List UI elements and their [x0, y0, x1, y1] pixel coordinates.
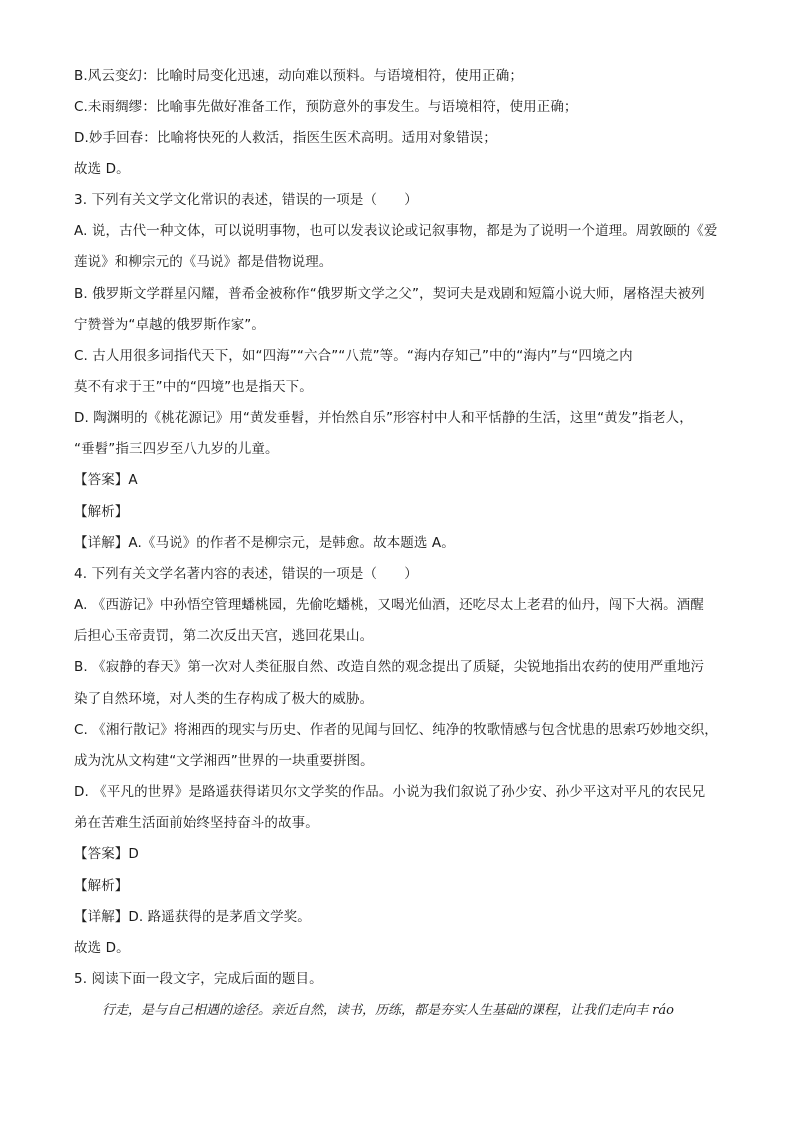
q3-option-c-line1: C. 古人用很多词指代天下，如“四海”“六合”“八荒”等。“海内存知己”中的“海内”与“四境之内 — [74, 348, 633, 364]
detail-text: A.《马说》的作者不是柳宗元，是韩愈。故本题选 A。 — [128, 535, 455, 551]
q4-conclusion: 故选 D。 — [74, 940, 130, 956]
q2-conclusion: 故选 D。 — [74, 161, 130, 177]
question-5-stem: 5. 阅读下面一段文字，完成后面的题目。 — [74, 971, 323, 987]
detail-text: D. 路遥获得的是茅盾文学奖。 — [128, 909, 311, 925]
q4-option-a-line1: A. 《西游记》中孙悟空管理蟠桃园，先偷吃蟠桃，又喝光仙酒，还吃尽太上老君的仙丹，闯下大祸。酒醒 — [74, 597, 704, 613]
q4-option-c-line1: C. 《湘行散记》将湘西的现实与历史、作者的见闻与回忆、纯净的牧歌情感与包含忧患的思索巧妙地交织， — [74, 722, 718, 738]
answer-tag: 【答案】 — [74, 472, 129, 488]
q4-option-a-line2: 后担心玉帝责罚，第二次反出天宫，逃回花果山。 — [74, 628, 374, 644]
question-3-stem: 3. 下列有关文学文化常识的表述，错误的一项是（ ） — [74, 192, 418, 208]
detail-tag: 【详解】 — [74, 535, 129, 551]
detail-tag: 【详解】 — [74, 909, 129, 925]
q4-detail — [74, 907, 311, 927]
option-d-explanation: D.妙手回春：比喻将快死的人救活，指医生医术高明。适用对象错误； — [74, 130, 497, 146]
q4-option-b-line1: B. 《寂静的春天》第一次对人类征服自然、改造自然的观念提出了质疑，尖锐地指出农药的使用严重地污 — [74, 659, 705, 675]
q5-passage: 行走，是与自己相遇的途径。亲近自然，读书，历练，都是夯实人生基础的课程，让我们走向丰 ráo — [102, 1003, 674, 1018]
q3-option-b-line1: B. 俄罗斯文学群星闪耀，普希金被称作“俄罗斯文学之父”，契诃夫是戏剧和短篇小说大师，屠格涅夫被列 — [74, 286, 705, 302]
q3-option-d-line2: “垂髫”指三四岁至八九岁的儿童。 — [74, 441, 279, 457]
q3-option-b-line2: 宁赞誉为“卓越的俄罗斯作家”。 — [74, 317, 265, 333]
q3-option-c-line2: 莫不有求于王”中的“四境”也是指天下。 — [74, 379, 313, 395]
q4-option-d-line1: D. 《平凡的世界》是路遥获得诺贝尔文学奖的作品。小说为我们叙说了孙少安、孙少平这对平凡的农民兄 — [74, 784, 706, 800]
q3-analysis-tag: 【解析】 — [74, 504, 129, 520]
option-c-explanation: C.未雨绸缪：比喻事先做好准备工作，预防意外的事发生。与语境相符，使用正确； — [74, 99, 578, 115]
q3-option-a-line1: A. 说，古代一种文体，可以说明事物，也可以发表议论或记叙事物，都是为了说明一个道理。周敦颐的《爱 — [74, 223, 718, 239]
q3-option-a-line2: 莲说》和柳宗元的《马说》都是借物说理。 — [74, 254, 333, 270]
answer-value: A — [128, 472, 138, 488]
q3-option-d-line1: D. 陶渊明的《桃花源记》用“黄发垂髫，并怡然自乐”形容村中人和平恬静的生活，这里“黄发”指老人， — [74, 410, 693, 426]
q3-answer — [74, 470, 138, 490]
q4-option-d-line2: 弟在苦难生活面前始终坚持奋斗的故事。 — [74, 815, 319, 831]
answer-value: D — [128, 846, 139, 862]
answer-tag: 【答案】 — [74, 846, 129, 862]
option-b-explanation: B.风云变幻：比喻时局变化迅速，动向难以预料。与语境相符，使用正确； — [74, 68, 523, 84]
q3-detail — [74, 533, 455, 553]
question-4-stem: 4. 下列有关文学名著内容的表述，错误的一项是（ ） — [74, 566, 418, 582]
q4-option-b-line2: 染了自然环境，对人类的生存构成了极大的威胁。 — [74, 691, 374, 707]
q4-answer — [74, 844, 139, 864]
q4-option-c-line2: 成为沈从文构建“文学湘西”世界的一块重要拼图。 — [74, 753, 374, 769]
q4-analysis-tag: 【解析】 — [74, 878, 129, 894]
